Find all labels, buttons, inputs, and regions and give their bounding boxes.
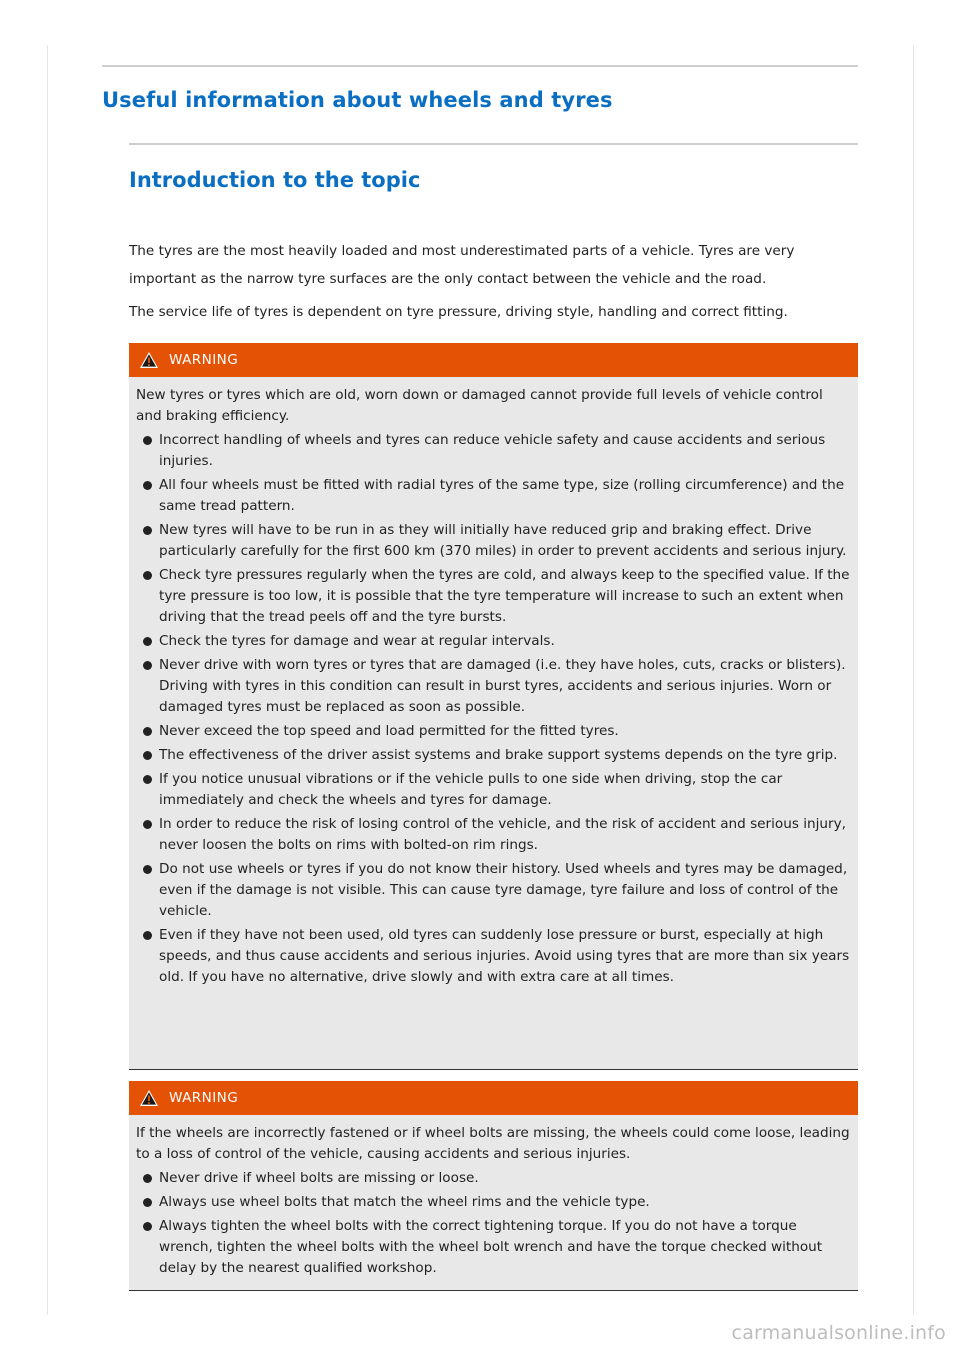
bullet-icon (143, 775, 152, 784)
watermark: carmanualsonline.info (731, 1322, 946, 1344)
bullet-icon (143, 526, 152, 535)
warning-triangle-icon (139, 1089, 159, 1107)
list-item: Do not use wheels or tyres if you do not know their history. Used wheels and tyres may be damaged, even if the damage is not visible. This can cause tyre damage, tyre failure and loss of control of the vehicle. (136, 859, 850, 922)
bullet-icon (143, 661, 152, 670)
bullet-icon (143, 637, 152, 646)
service-life-paragraph: The service life of tyres is dependent on tyre pressure, driving style, handling and correct fitting. (129, 304, 788, 320)
bullet-icon (143, 436, 152, 445)
warning-box (129, 343, 858, 1070)
warning-list (136, 1168, 850, 1279)
bullet-icon (143, 481, 152, 490)
page-margin-line-right (913, 45, 914, 1315)
bullet-icon (143, 1222, 152, 1231)
page-margin-line-left (47, 45, 48, 1315)
list-item: Check the tyres for damage and wear at regular intervals. (136, 631, 850, 652)
warning-triangle-icon (139, 351, 159, 369)
list-item: Never exceed the top speed and load permitted for the fitted tyres. (136, 721, 850, 742)
bullet-icon (143, 931, 152, 940)
warning-box (129, 1081, 858, 1291)
bullet-icon (143, 751, 152, 760)
section-title: Introduction to the topic (129, 168, 421, 192)
list-item: Even if they have not been used, old tyres can suddenly lose pressure or burst, especially at high speeds, and thus cause accidents and serious injuries. Avoid using tyres that are more than six years old. If you have no alternative, drive slowly and with extra care at all times. (136, 925, 850, 988)
warning-header (129, 1081, 858, 1115)
warning-label: WARNING (169, 352, 239, 368)
warning-label: WARNING (169, 1090, 239, 1106)
section-divider-top (102, 65, 858, 67)
list-item: Always use wheel bolts that match the wheel rims and the vehicle type. (136, 1192, 850, 1213)
list-item: If you notice unusual vibrations or if the vehicle pulls to one side when driving, stop the car immediately and check the wheels and tyres for damage. (136, 769, 850, 811)
list-item: Never drive if wheel bolts are missing or loose. (136, 1168, 850, 1189)
warning-list (136, 430, 850, 988)
list-item: Check tyre pressures regularly when the tyres are cold, and always keep to the specified value. If the tyre pressure is too low, it is possible that the tyre temperature will increase to such an extent when driving that the tread peels off and the tyre bursts. (136, 565, 850, 628)
bullet-icon (143, 865, 152, 874)
section-divider-sub (129, 143, 858, 145)
warning-intro: New tyres or tyres which are old, worn down or damaged cannot provide full levels of vehicle control and braking efficiency. (136, 387, 823, 424)
list-item: Incorrect handling of wheels and tyres can reduce vehicle safety and cause accidents and serious injuries. (136, 430, 850, 472)
intro-paragraph: The tyres are the most heavily loaded and most underestimated parts of a vehicle. Tyres are very important as the narrow tyre surfaces are the only contact between the vehicle and the road. (129, 243, 795, 287)
warning-intro: If the wheels are incorrectly fastened or if wheel bolts are missing, the wheels could come loose, leading to a loss of control of the vehicle, causing accidents and serious injuries. (136, 1125, 850, 1162)
bullet-icon (143, 727, 152, 736)
warning-header (129, 343, 858, 377)
bullet-icon (143, 820, 152, 829)
list-item: Always tighten the wheel bolts with the correct tightening torque. If you do not have a torque wrench, tighten the wheel bolts with the wheel bolt wrench and have the torque checked without delay by the nearest qualified workshop. (136, 1216, 850, 1279)
list-item: New tyres will have to be run in as they will initially have reduced grip and braking effect. Drive particularly carefully for the first 600 km (370 miles) in order to prevent accidents and serious injury. (136, 520, 850, 562)
bullet-icon (143, 571, 152, 580)
list-item: The effectiveness of the driver assist systems and brake support systems depends on the tyre grip. (136, 745, 850, 766)
warning-body (129, 1115, 858, 1279)
warning-body (129, 377, 858, 988)
list-item: All four wheels must be fitted with radial tyres of the same type, size (rolling circumference) and the same tread pattern. (136, 475, 850, 517)
list-item: In order to reduce the risk of losing control of the vehicle, and the risk of accident and serious injury, never loosen the bolts on rims with bolted-on rim rings. (136, 814, 850, 856)
page-title: Useful information about wheels and tyres (102, 88, 613, 112)
bullet-icon (143, 1174, 152, 1183)
bullet-icon (143, 1198, 152, 1207)
list-item: Never drive with worn tyres or tyres that are damaged (i.e. they have holes, cuts, cracks or blisters). Driving with tyres in this condition can result in burst tyres, accidents and serious injuries. Worn or damaged tyres must be replaced as soon as possible. (136, 655, 850, 718)
